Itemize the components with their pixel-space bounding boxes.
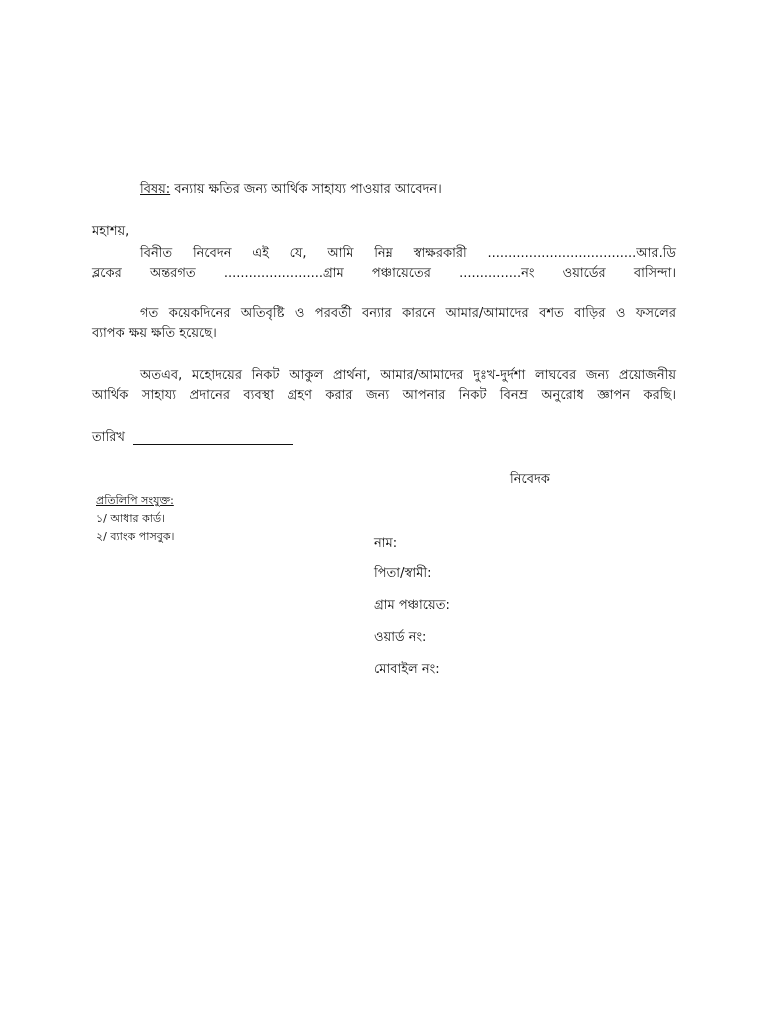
paragraph-2-line-2: ব্যাপক ক্ষয় ক্ষতি হয়েছে।: [92, 326, 217, 341]
paragraph-2-line-1: গত কয়েকদিনের অতিবৃষ্টি ও পরবর্তী বন্যার কারনে আমার/আমাদের বশত বাড়ির ও ফসলের: [140, 306, 676, 321]
subject-line: [140, 182, 442, 198]
date-blank-line: [133, 444, 293, 445]
salutation: মহাশয়,: [92, 224, 130, 239]
signature-ward-no-field: ওয়ার্ড নং:: [374, 630, 427, 645]
attachment-item-1: ১/ আধার কার্ড।: [96, 512, 165, 525]
attachments-title: প্রতিলিপি সংযুক্ত:: [96, 494, 174, 507]
applicant-label: নিবেদক: [510, 472, 550, 487]
signature-name-field: নাম:: [374, 536, 398, 551]
paragraph-3-line-1: অতএব, মহোদয়ের নিকট আকুল প্রার্থনা, আমার/আমাদের দুঃখ-দুর্দশা লাঘবের জন্য প্রয়োজনীয়: [140, 368, 676, 383]
attachment-item-2: ২/ ব্যাংক পাসবুক।: [96, 530, 175, 543]
subject-text: বন্যায় ক্ষতির জন্য আর্থিক সাহায্য পাওয়ার আবেদন।: [174, 182, 442, 197]
paragraph-3-line-2: আর্থিক সাহায্য প্রদানের ব্যবস্থা গ্রহণ করার জন্য আপনার নিকট বিনম্র অনুরোধ জ্ঞাপন করছি।: [92, 388, 676, 403]
signature-father-husband-field: পিতা/স্বামী:: [374, 566, 432, 581]
signature-gram-panchayat-field: গ্রাম পঞ্চায়েত:: [374, 598, 450, 613]
date-label: তারিখ: [92, 430, 125, 445]
paragraph-1-line-1: বিনীত নিবেদন এই যে, আমি নিম্ন স্বাক্ষরকারী ....................................আর.ডি: [140, 246, 676, 261]
subject-label: বিষয়:: [140, 182, 171, 197]
paragraph-1-line-2: ব্লকের অন্তরগত ........................গ্রাম পঞ্চায়েতের ...............নং ওয়ার্ডের বাসিন্দা।: [92, 266, 676, 281]
signature-mobile-no-field: মোবাইল নং:: [374, 662, 440, 677]
